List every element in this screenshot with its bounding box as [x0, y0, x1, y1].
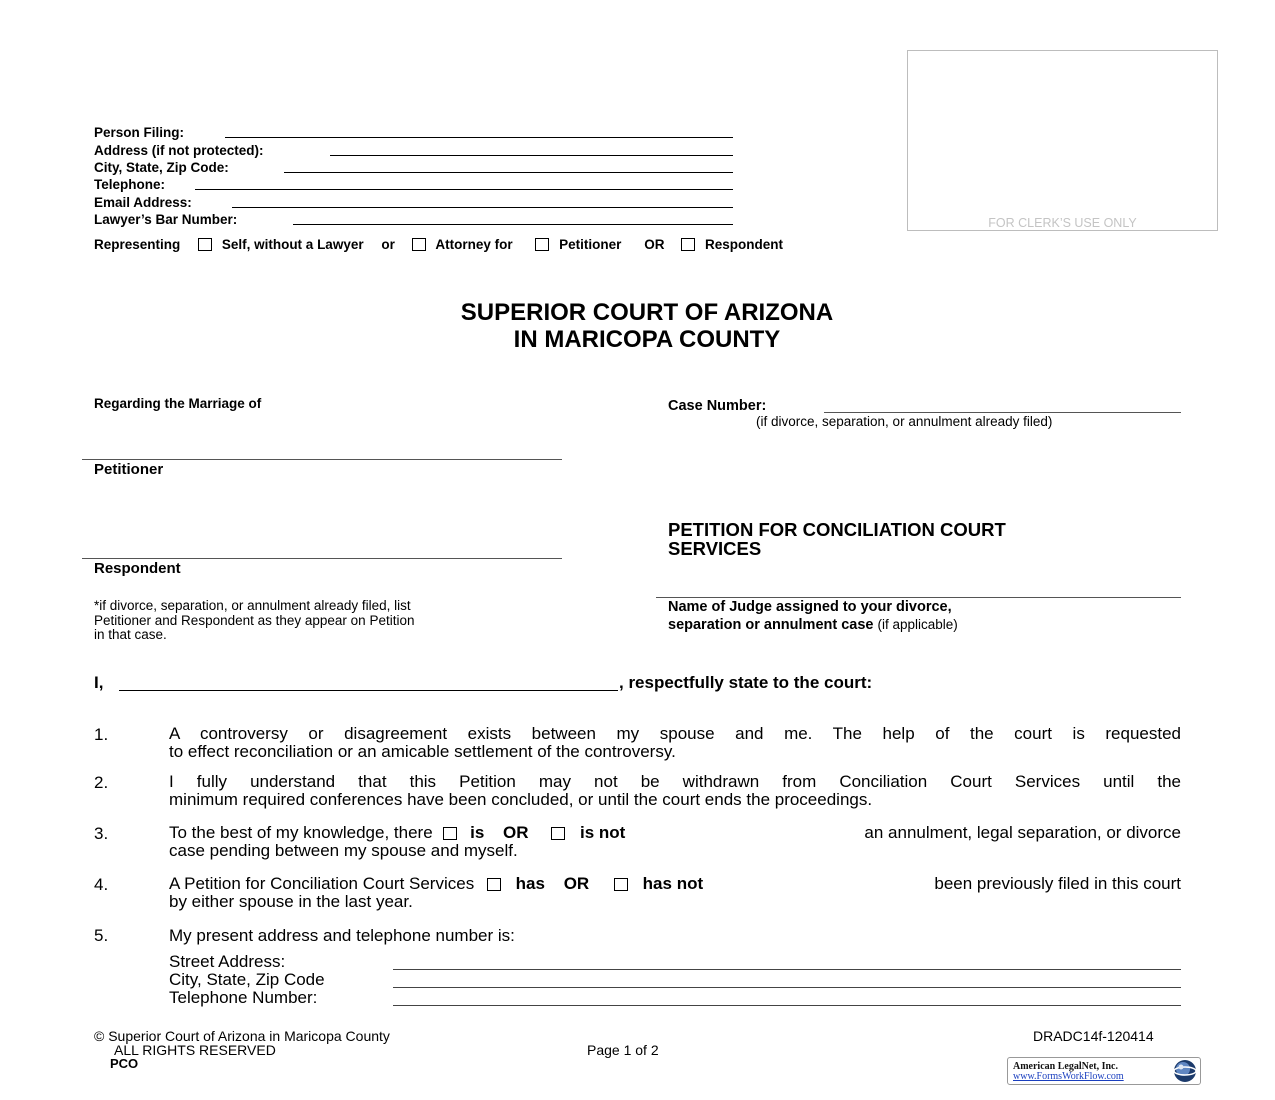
city-state-zip-field-2[interactable]	[393, 987, 1181, 988]
city-state-zip-label: City, State, Zip Code:	[94, 160, 229, 175]
logo-company-name: American LegalNet, Inc.	[1013, 1061, 1118, 1072]
statement-rest: , respectfully state to the court:	[619, 673, 873, 692]
item-3-line2: case pending between my spouse and myself.	[169, 841, 518, 860]
telephone-label: Telephone:	[94, 177, 166, 192]
case-number-label: Case Number:	[668, 398, 767, 414]
representing-label: Representing	[94, 237, 181, 252]
or-label: or	[381, 237, 395, 252]
judge-name-field[interactable]	[656, 597, 1181, 598]
name-statement-field[interactable]	[119, 690, 618, 691]
telephone-number-label: Telephone Number:	[169, 988, 318, 1007]
street-address-field[interactable]	[393, 969, 1181, 970]
item-3-or: OR	[503, 823, 529, 842]
bar-number-label: Lawyer’s Bar Number:	[94, 212, 238, 227]
item-2-text	[169, 773, 1181, 809]
person-filing-field[interactable]	[225, 137, 733, 138]
court-title-line1: SUPERIOR COURT OF ARIZONA	[460, 299, 834, 326]
item-4-line2: by either spouse in the last year.	[169, 892, 413, 911]
respondent-name-field[interactable]	[82, 558, 562, 559]
item-3-lead: To the best of my knowledge, there	[169, 823, 433, 842]
is-not-checkbox[interactable]	[551, 827, 565, 840]
item-2-line2: minimum required conferences have been concluded, or until the court ends the proceedings.	[169, 790, 873, 809]
petition-title	[668, 520, 1006, 558]
statement-i: I,	[94, 673, 104, 692]
item-1-line2: to effect reconciliation or an amicable settlement of the controversy.	[169, 742, 676, 761]
city-state-zip-label-2: City, State, Zip Code	[169, 970, 325, 989]
form-id: DRADC14f-120414	[1033, 1028, 1154, 1044]
item-4-text	[169, 875, 1181, 911]
address-label: Address (if not protected):	[94, 143, 264, 158]
self-checkbox[interactable]	[198, 238, 212, 251]
item-4-rest: been previously filed in this court	[934, 874, 1181, 893]
rights-text: ALL RIGHTS RESERVED	[114, 1042, 276, 1058]
caption-note-line2: Petitioner and Respondent as they appear on Petition	[94, 612, 415, 628]
regarding-marriage-label: Regarding the Marriage of	[94, 396, 262, 411]
court-title	[0, 299, 1275, 353]
judge-label-line2: separation or annulment case	[668, 617, 874, 633]
pco-label: PCO	[110, 1056, 139, 1071]
item-1-text	[169, 725, 1181, 761]
street-address-label: Street Address:	[169, 952, 286, 971]
petition-title-line1: PETITION FOR CONCILIATION COURT	[668, 519, 1006, 540]
item-4-or: OR	[563, 874, 590, 893]
attorney-label: Attorney for	[435, 237, 513, 252]
item-4-number: 4.	[94, 875, 109, 894]
judge-label	[668, 599, 958, 634]
or-label-2: OR	[644, 237, 665, 252]
respondent-checkbox[interactable]	[681, 238, 695, 251]
address-block	[169, 953, 325, 1007]
respondent-label: Respondent	[704, 237, 783, 252]
has-checkbox[interactable]	[487, 878, 501, 891]
item-1-line1: A controversy or disagreement exists between my spouse and me. The help of the court is requested	[169, 724, 1181, 743]
petitioner-label: Petitioner	[559, 237, 622, 252]
petitioner-name-field[interactable]	[82, 459, 562, 460]
email-label: Email Address:	[94, 195, 192, 210]
american-legalnet-logo[interactable]	[1007, 1057, 1201, 1085]
has-label: has	[515, 874, 545, 893]
copyright-text: © Superior Court of Arizona in Maricopa County	[94, 1028, 390, 1044]
bar-number-field[interactable]	[293, 224, 733, 225]
address-field[interactable]	[330, 155, 733, 156]
is-checkbox[interactable]	[443, 827, 457, 840]
item-3-number: 3.	[94, 824, 109, 843]
city-state-zip-field[interactable]	[284, 172, 733, 173]
has-not-label: has not	[642, 874, 704, 893]
judge-label-line1: Name of Judge assigned to your divorce,	[668, 599, 952, 615]
item-5-number: 5.	[94, 926, 109, 945]
logo-url: www.FormsWorkFlow.com	[1013, 1071, 1124, 1082]
judge-note: (if applicable)	[877, 617, 958, 632]
self-label: Self, without a Lawyer	[221, 237, 364, 252]
item-1-number: 1.	[94, 725, 109, 744]
clerk-use-box	[907, 50, 1218, 231]
caption-note-line3: in that case.	[94, 627, 167, 642]
caption-note-line1: *if divorce, separation, or annulment already filed, list	[94, 598, 411, 613]
has-not-checkbox[interactable]	[614, 878, 628, 891]
item-3-rest: an annulment, legal separation, or divorce	[864, 823, 1181, 842]
case-number-note: (if divorce, separation, or annulment already filed)	[756, 414, 1053, 429]
person-filing-label: Person Filing:	[94, 125, 185, 140]
court-title-line2: IN MARICOPA COUNTY	[513, 326, 781, 353]
petitioner-caption-label: Petitioner	[94, 461, 164, 478]
caption-note	[94, 599, 414, 643]
item-5-text: My present address and telephone number is:	[169, 926, 515, 945]
item-3-text	[169, 824, 1181, 860]
item-2-line1: I fully understand that this Petition may not be withdrawn from Conciliation Court Services until the	[169, 772, 1181, 791]
petitioner-checkbox[interactable]	[535, 238, 549, 251]
page-number: Page 1 of 2	[587, 1042, 659, 1058]
globe-icon	[1172, 1058, 1198, 1084]
email-field[interactable]	[232, 207, 733, 208]
telephone-number-field[interactable]	[393, 1005, 1181, 1006]
item-2-number: 2.	[94, 773, 109, 792]
is-label: is	[470, 823, 485, 842]
respondent-caption-label: Respondent	[94, 560, 181, 577]
telephone-field[interactable]	[195, 189, 733, 190]
clerk-use-label: FOR CLERK’S USE ONLY	[988, 216, 1137, 230]
is-not-label: is not	[580, 823, 626, 842]
representing-row	[94, 237, 783, 252]
petition-title-line2: SERVICES	[668, 538, 762, 559]
case-number-field[interactable]	[824, 412, 1181, 413]
item-4-lead: A Petition for Conciliation Court Services	[169, 874, 475, 893]
attorney-checkbox[interactable]	[412, 238, 426, 251]
